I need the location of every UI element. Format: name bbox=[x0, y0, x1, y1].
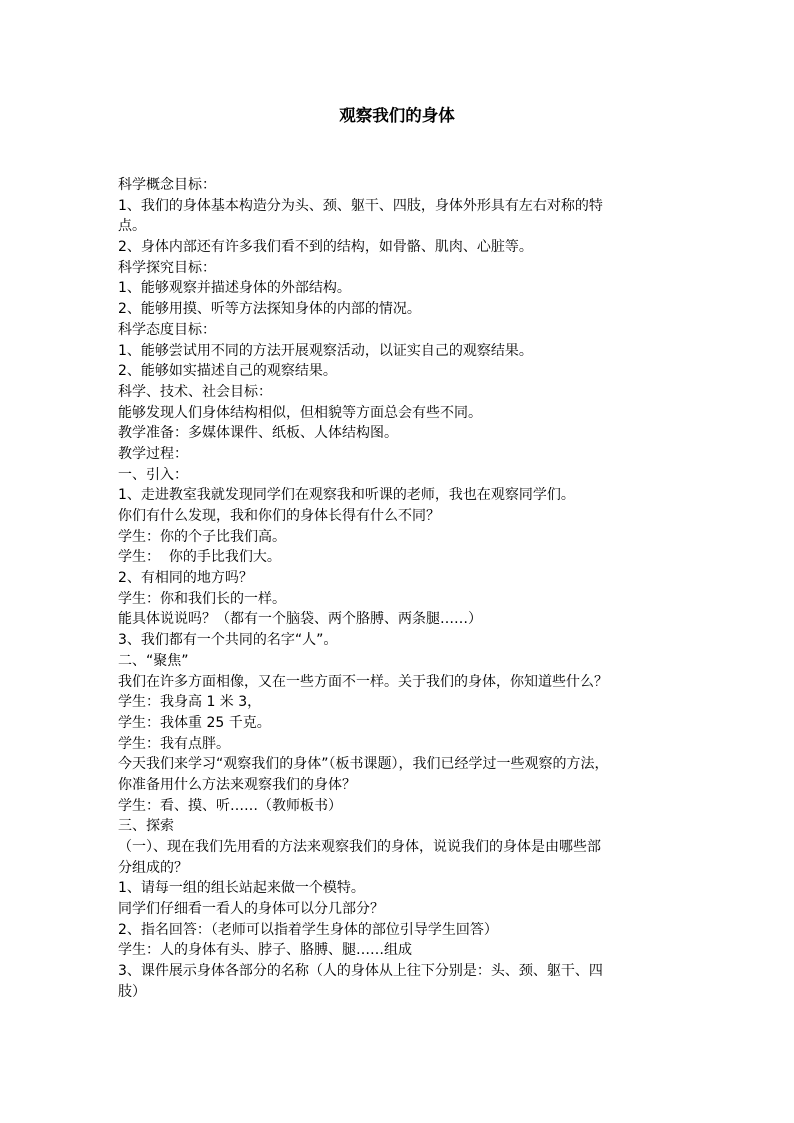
text-line: 学生：我有点胖。 bbox=[118, 735, 230, 752]
text-line: 2、有相同的地方吗？ bbox=[118, 570, 253, 587]
text-line: 能具体说说吗？（都有一个脑袋、两个胳膊、两条腿……） bbox=[118, 611, 482, 628]
text-line: 一、引入： bbox=[118, 466, 188, 483]
text-line: 3、课件展示身体各部分的名称（人的身体从上往下分别是：头、颈、躯干、四 bbox=[118, 963, 603, 980]
text-line: 3、我们都有一个共同的名字“人”。 bbox=[118, 632, 338, 649]
text-line: 2、能够如实描述自己的观察结果。 bbox=[118, 363, 337, 380]
text-line: 1、能够尝试用不同的方法开展观察活动，以证实自己的观察结果。 bbox=[118, 342, 533, 359]
text-line: 科学、技术、社会目标： bbox=[118, 383, 272, 400]
text-line: 能够发现人们身体结构相似，但相貌等方面总会有些不同。 bbox=[118, 404, 482, 421]
text-line: 科学概念目标： bbox=[118, 177, 216, 193]
text-line: 你们有什么发现，我和你们的身体长得有什么不同？ bbox=[118, 508, 440, 524]
text-line: 学生：我身高 1 米 3， bbox=[118, 694, 262, 711]
text-line: 1、请每一组的组长站起来做一个模特。 bbox=[118, 880, 365, 897]
text-line: 学生：你的个子比我们高。 bbox=[118, 528, 286, 545]
text-line: 学生：人的身体有头、脖子、胳膊、腿……组成 bbox=[118, 942, 412, 959]
text-line: 肢） bbox=[118, 983, 146, 1000]
text-line: 教学过程： bbox=[118, 445, 188, 462]
text-line: 今天我们来学习“观察我们的身体”（板书课题），我们已经学过一些观察的方法， bbox=[118, 756, 609, 773]
text-line: 分组成的？ bbox=[118, 859, 188, 876]
text-line: 我们在许多方面相像，又在一些方面不一样。关于我们的身体，你知道些什么？ bbox=[118, 673, 608, 690]
text-line: 教学准备：多媒体课件、纸板、人体结构图。 bbox=[118, 425, 398, 442]
text-line: 三、探索 bbox=[118, 818, 174, 835]
text-line: 科学探究目标： bbox=[118, 259, 216, 276]
text-line: 2、能够用摸、听等方法探知身体的内部的情况。 bbox=[118, 301, 421, 318]
text-line: 学生：看、摸、听……（教师板书） bbox=[118, 797, 342, 814]
text-line: 科学态度目标： bbox=[118, 321, 216, 338]
text-line: 点。 bbox=[118, 218, 146, 235]
text-line: 2、身体内部还有许多我们看不到的结构，如骨骼、肌肉、心脏等。 bbox=[118, 239, 533, 256]
text-line: 1、走进教室我就发现同学们在观察我和听课的老师，我也在观察同学们。 bbox=[118, 487, 575, 504]
text-line: 1、能够观察并描述身体的外部结构。 bbox=[118, 280, 351, 297]
text-line: 2、指名回答：（老师可以指着学生身体的部位引导学生回答） bbox=[118, 921, 498, 938]
text-line: 二、“聚焦” bbox=[118, 652, 189, 669]
text-line: 学生： 你的手比我们大。 bbox=[118, 549, 281, 566]
text-line: 你准备用什么方法来观察我们的身体？ bbox=[118, 776, 356, 793]
text-line: 1、我们的身体基本构造分为头、颈、躯干、四肢，身体外形具有左右对称的特 bbox=[118, 197, 603, 214]
text-line: （一）、现在我们先用看的方法来观察我们的身体，说说我们的身体是由哪些部 bbox=[118, 839, 601, 855]
text-line: 学生：我体重 25 千克。 bbox=[118, 714, 271, 731]
document-body bbox=[118, 175, 678, 1003]
text-line: 学生：你和我们长的一样。 bbox=[118, 590, 286, 607]
text-line: 同学们仔细看一看人的身体可以分几部分？ bbox=[118, 901, 384, 918]
document-title: 观察我们的身体 bbox=[339, 106, 455, 125]
